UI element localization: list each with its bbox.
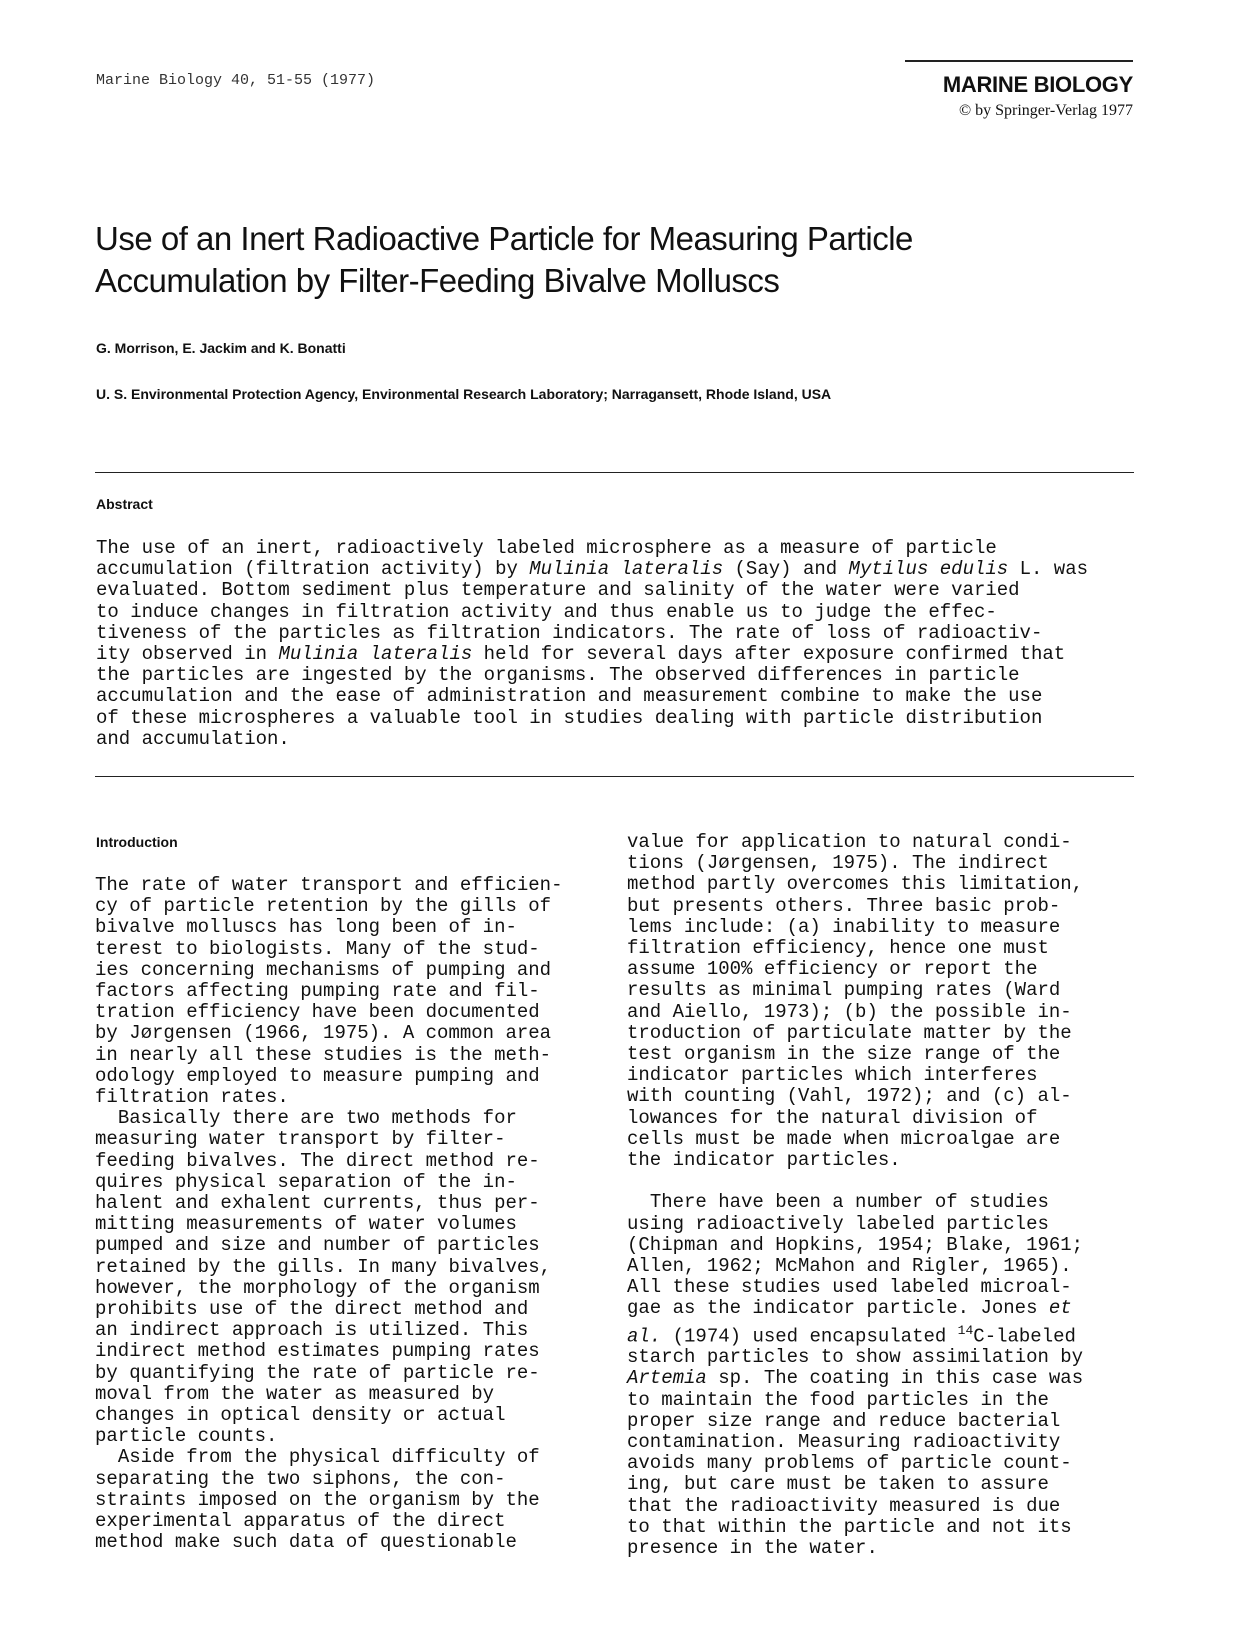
text-line: however, the morphology of the organism	[95, 1276, 540, 1299]
introduction-heading: Introduction	[96, 834, 178, 850]
text-line: and Aiello, 1973); (b) the possible in-	[627, 1000, 1072, 1023]
text-line: proper size range and reduce bacterial	[627, 1409, 1061, 1432]
text-line: straints imposed on the organism by the	[95, 1488, 540, 1511]
text-line: filtration efficiency, hence one must	[627, 937, 1049, 960]
text-line: assume 100% efficiency or report the	[627, 958, 1038, 981]
text-line: factors affecting pumping rate and fil-	[95, 980, 540, 1003]
text-line: mitting measurements of water volumes	[95, 1213, 517, 1236]
text-line: al. (1974) used encapsulated $^{14}$C-labeled	[627, 1322, 1076, 1347]
text-line: indicator particles which interferes	[627, 1064, 1038, 1087]
text-line: experimental apparatus of the direct	[95, 1510, 506, 1533]
text-line: lems include: (a) inability to measure	[627, 915, 1061, 938]
text-line: test organism in the size range of the	[627, 1043, 1061, 1066]
text-line: by quantifying the rate of particle re-	[95, 1361, 540, 1384]
text-line: (Chipman and Hopkins, 1954; Blake, 1961;	[627, 1233, 1084, 1256]
text-line: The use of an inert, radioactively labeled microsphere as a measure of particle	[96, 537, 997, 559]
text-line: tration efficiency have been documented	[95, 1001, 540, 1024]
abstract-body	[96, 538, 1176, 750]
text-line: method make such data of questionable	[95, 1531, 517, 1554]
text-line: terest to biologists. Many of the stud-	[95, 937, 540, 960]
text-line: separating the two siphons, the con-	[95, 1467, 506, 1490]
text-line: gae as the indicator particle. Jones et	[627, 1297, 1072, 1320]
abstract-top-rule	[95, 472, 1134, 473]
text-line: quires physical separation of the in-	[95, 1170, 517, 1193]
text-line: an indirect approach is utilized. This	[95, 1319, 529, 1342]
text-line: filtration rates.	[95, 1086, 289, 1109]
text-line: prohibits use of the direct method and	[95, 1298, 529, 1321]
masthead-rule	[905, 60, 1133, 62]
affiliation: U. S. Environmental Protection Agency, Environmental Research Laboratory; Narragansett, Rhode Island, USA	[96, 386, 832, 402]
introduction-right-column	[627, 832, 1147, 1559]
text-line: the indicator particles.	[627, 1149, 901, 1172]
text-line: presence in the water.	[627, 1537, 878, 1560]
text-line: accumulation (filtration activity) by Mulinia lateralis (Say) and Mytilus edulis L. was	[96, 558, 1089, 581]
text-line: moval from the water as measured by	[95, 1382, 495, 1405]
abstract-heading: Abstract	[96, 496, 153, 512]
text-line: cells must be made when microalgae are	[627, 1127, 1061, 1150]
text-line: value for application to natural condi-	[627, 831, 1072, 853]
text-line: All these studies used labeled microal-	[627, 1276, 1072, 1299]
text-line: of these microspheres a valuable tool in studies dealing with particle distribution	[96, 706, 1043, 729]
text-line: tiveness of the particles as filtration indicators. The rate of loss of radioactiv-	[96, 621, 1043, 644]
text-line: measuring water transport by filter-	[95, 1128, 506, 1151]
journal-masthead	[905, 60, 1133, 120]
text-line: evaluated. Bottom sediment plus temperature and salinity of the water were varied	[96, 579, 1020, 602]
text-line: contamination. Measuring radioactivity	[627, 1431, 1061, 1454]
text-line: with counting (Vahl, 1972); and (c) al-	[627, 1085, 1072, 1108]
text-line: indirect method estimates pumping rates	[95, 1340, 540, 1363]
abstract-bottom-rule	[95, 776, 1134, 777]
copyright-line: © by Springer-Verlag 1977	[958, 102, 1133, 119]
text-line: in nearly all these studies is the meth-	[95, 1043, 552, 1066]
text-line: The rate of water transport and efficien-	[95, 874, 563, 896]
text-line: using radioactively labeled particles	[627, 1212, 1049, 1235]
text-line: results as minimal pumping rates (Ward	[627, 979, 1061, 1002]
text-line: ies concerning mechanisms of pumping and	[95, 958, 552, 981]
text-line: and accumulation.	[96, 727, 290, 750]
text-line: by Jørgensen (1966, 1975). A common area	[95, 1022, 552, 1045]
journal-citation: Marine Biology 40, 51-55 (1977)	[96, 72, 376, 89]
title-line-1: Use of an Inert Radioactive Particle for Measuring Particle	[95, 220, 913, 257]
text-line: ing, but care must be taken to assure	[627, 1473, 1049, 1496]
text-line: retained by the gills. In many bivalves,	[95, 1255, 552, 1278]
text-line: Basically there are two methods for	[95, 1107, 517, 1130]
text-line	[627, 1171, 1147, 1192]
text-line: troduction of particulate matter by the	[627, 1021, 1072, 1044]
text-line: lowances for the natural division of	[627, 1106, 1038, 1129]
text-line: to induce changes in filtration activity and thus enable us to judge the effec-	[96, 600, 997, 623]
text-line: Allen, 1962; McMahon and Rigler, 1965).	[627, 1255, 1072, 1278]
text-line: starch particles to show assimilation by	[627, 1346, 1084, 1369]
authors: G. Morrison, E. Jackim and K. Bonatti	[96, 340, 346, 356]
text-line: to maintain the food particles in the	[627, 1388, 1049, 1411]
text-line: halent and exhalent currents, thus per-	[95, 1192, 540, 1215]
text-line: changes in optical density or actual	[95, 1404, 506, 1427]
text-line: odology employed to measure pumping and	[95, 1064, 540, 1087]
article-title	[95, 218, 1145, 302]
text-line: tions (Jørgensen, 1975). The indirect	[627, 852, 1049, 875]
text-line: the particles are ingested by the organisms. The observed differences in particle	[96, 664, 1020, 687]
journal-name: MARINE BIOLOGY	[942, 72, 1133, 97]
text-line: cy of particle retention by the gills of	[95, 895, 552, 918]
text-line: Artemia sp. The coating in this case was	[627, 1367, 1084, 1390]
text-line: Aside from the physical difficulty of	[95, 1446, 540, 1469]
title-line-2: Accumulation by Filter-Feeding Bivalve Molluscs	[95, 262, 780, 299]
text-line: There have been a number of studies	[627, 1191, 1049, 1214]
text-line: pumped and size and number of particles	[95, 1234, 540, 1257]
text-line: to that within the particle and not its	[627, 1515, 1072, 1538]
text-line: avoids many problems of particle count-	[627, 1452, 1072, 1475]
text-line: accumulation and the ease of administration and measurement combine to make the use	[96, 685, 1043, 708]
text-line: bivalve molluscs has long been of in-	[95, 916, 517, 939]
text-line: but presents others. Three basic prob-	[627, 894, 1061, 917]
text-line: ity observed in Mulinia lateralis held for several days after exposure confirmed that	[96, 643, 1066, 666]
text-line: feeding bivalves. The direct method re-	[95, 1149, 540, 1172]
text-line: method partly overcomes this limitation,	[627, 873, 1084, 896]
introduction-left-column	[95, 875, 615, 1554]
text-line: that the radioactivity measured is due	[627, 1494, 1061, 1517]
text-line: particle counts.	[95, 1425, 278, 1448]
